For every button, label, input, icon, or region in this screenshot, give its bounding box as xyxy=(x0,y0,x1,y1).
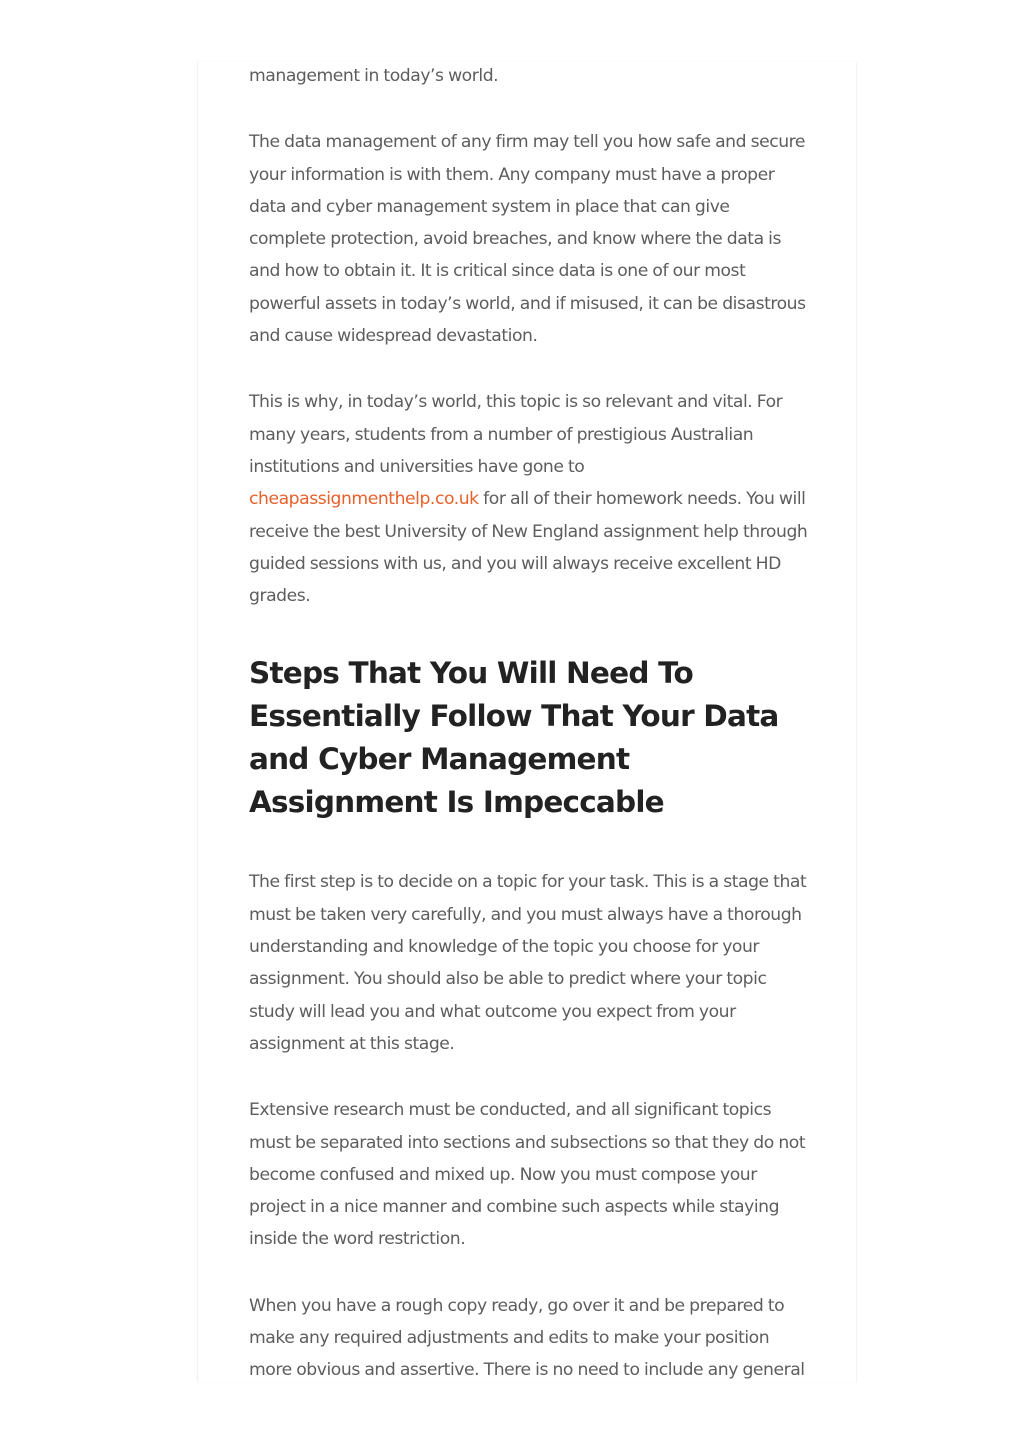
relevance-text-start: This is why, in today’s world, this topic is so relevant and vital. For many years, students from a number of prestigious Australian institutions and universities have gone to xyxy=(249,392,783,477)
section-heading: Steps That You Will Need To Essentially Follow That Your Data and Cyber Management Assignment Is Impeccable xyxy=(249,656,779,820)
cheapassignmenthelp-link[interactable]: cheapassignmenthelp.co.uk xyxy=(249,489,479,510)
rough-copy-paragraph: When you have a rough copy ready, go over it and be prepared to make any required adjustments and edits to make your position more obvious and assertive. There is no need to include any general xyxy=(249,1295,805,1381)
data-management-paragraph: The data management of any firm may tell you how safe and secure your information is with them. Any company must have a proper data and cyber management system in place that can give complete protection, avoid breaches, and know where the data is and how to obtain it. It is critical since data is one of our most powerful assets in today’s world, and if misused, it can be disastrous and cause widespread devastation. xyxy=(249,132,806,347)
relevance-paragraph xyxy=(249,386,809,612)
intro-tail-paragraph: management in today’s world. xyxy=(249,66,499,86)
article-body xyxy=(249,60,809,1387)
relevance-text-end: for all of their homework needs. You will receive the best University of New England assignment help through guided sessions with us, and you will always receive excellent HD grades. xyxy=(249,489,808,607)
research-paragraph: Extensive research must be conducted, and all significant topics must be separated into sections and subsections so that they do not become confused and mixed up. Now you must compose your project in a nice manner and combine such aspects while staying inside the word restriction. xyxy=(249,1100,806,1250)
first-step-paragraph: The first step is to decide on a topic for your task. This is a stage that must be taken very carefully, and you must always have a thorough understanding and knowledge of the topic you choose for your assignment. You should also be able to predict where your topic study will lead you and what outcome you expect from your assignment at this stage. xyxy=(249,872,807,1054)
